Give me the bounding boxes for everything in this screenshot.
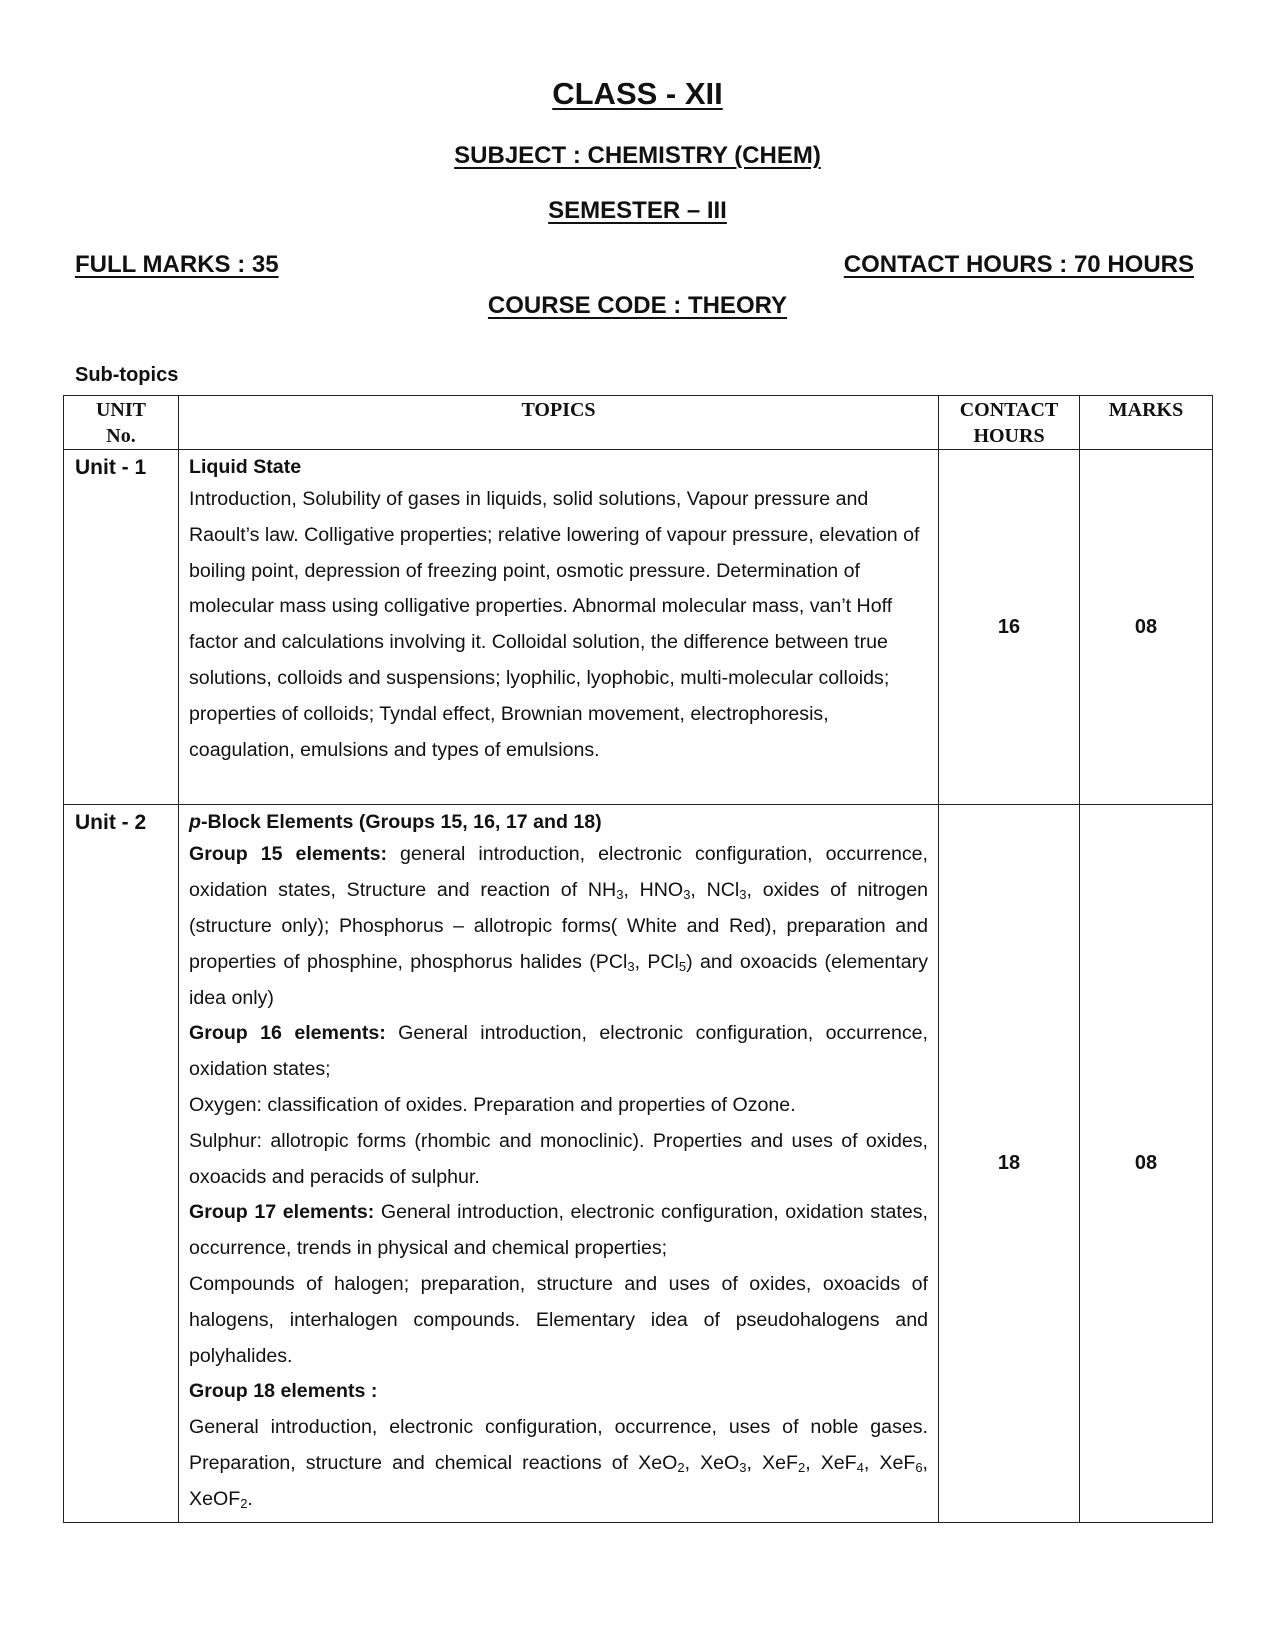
unit-number: Unit - 2 xyxy=(64,805,179,1522)
contact-hours-value: 16 xyxy=(939,450,1080,805)
syllabus-table xyxy=(63,395,1213,1523)
semester-heading: SEMESTER – III xyxy=(548,197,727,224)
group-15-text: Group 15 elements: general introduction, electronic configuration, occurrence, oxidation states, Structure and reaction of $NH_3$, $HNO_3$, NCl$_3$, oxides of nitrogen (structure only); Phosphorus – allotropic forms( White and Red), preparation and properties of phosphine, phosphorus halides (PCl$_3$, PCl$_5$) and oxoacids (elementary idea only) xyxy=(189,843,929,1009)
column-header-topics: TOPICS xyxy=(179,396,939,450)
table-header-row xyxy=(64,396,1213,450)
topics-cell xyxy=(179,805,939,1522)
group-17-text: Group 17 elements: General introduction, electronic configuration, oxidation states, occurrence, trends in physical and chemical properties; xyxy=(189,1201,928,1260)
page-title: CLASS - XII xyxy=(552,76,723,111)
halogen-text: Compounds of halogen; preparation, structure and uses of oxides, oxoacids of halogens, interhalogen compounds. Elementary idea of pseudohalogens and polyhalides. xyxy=(189,1272,928,1367)
table-row xyxy=(64,805,1213,1522)
column-header-marks: MARKS xyxy=(1080,396,1213,450)
topic-text: Introduction, Solubility of gases in liquids, solid solutions, Vapour pressure and Raoult’s law. Colligative properties; relative lowering of vapour pressure, elevation of boiling point, depression of freezing point, osmotic pressure. Determination of molecular mass using colligative properties. Abnormal molecular mass, van’t Hoff factor and calculations involving it. Colloidal solution, the difference between true solutions, colloids and suspensions; lyophilic, lyophobic, multi-molecular colloids; properties of colloids; Tyndal effect, Brownian movement, electrophoresis, coagulation, emulsions and types of emulsions. xyxy=(189,488,920,761)
table-row xyxy=(64,450,1213,805)
marks-value: 08 xyxy=(1080,450,1213,805)
marks-value: 08 xyxy=(1080,805,1213,1522)
group-16-text: Group 16 elements: General introduction, electronic configuration, occurrence, oxidation states; xyxy=(189,1022,928,1081)
subtopics-label: Sub-topics xyxy=(75,364,179,386)
sulphur-text: Sulphur: allotropic forms (rhombic and monoclinic). Properties and uses of oxides, oxoacids and peracids of sulphur. xyxy=(189,1129,928,1188)
group-18-text: General introduction, electronic configuration, occurrence, uses of noble gases. Preparation, structure and chemical reactions of XeO$_2$, XeO$_3$, XeF$_2$, XeF$_4$, XeF$_6$, XeOF$_2$. xyxy=(189,1416,928,1511)
topics-cell xyxy=(179,450,939,805)
contact-hours: CONTACT HOURS : 70 HOURS xyxy=(843,251,1194,278)
unit-number: Unit - 1 xyxy=(64,450,179,805)
subject-heading: SUBJECT : CHEMISTRY (CHEM) xyxy=(454,142,821,169)
group-18-label: Group 18 elements : xyxy=(189,1380,378,1403)
course-code: COURSE CODE : THEORY xyxy=(487,292,788,319)
oxygen-text: Oxygen: classification of oxides. Preparation and properties of Ozone. xyxy=(189,1093,796,1116)
full-marks: FULL MARKS : 35 xyxy=(75,251,279,278)
column-header-contact-hours: CONTACT HOURS xyxy=(939,396,1080,450)
column-header-unit: UNIT No. xyxy=(64,396,179,450)
topic-heading: p-Block Elements (Groups 15, 16, 17 and 18) xyxy=(189,811,602,834)
contact-hours-value: 18 xyxy=(939,805,1080,1522)
topic-heading: Liquid State xyxy=(189,456,302,478)
